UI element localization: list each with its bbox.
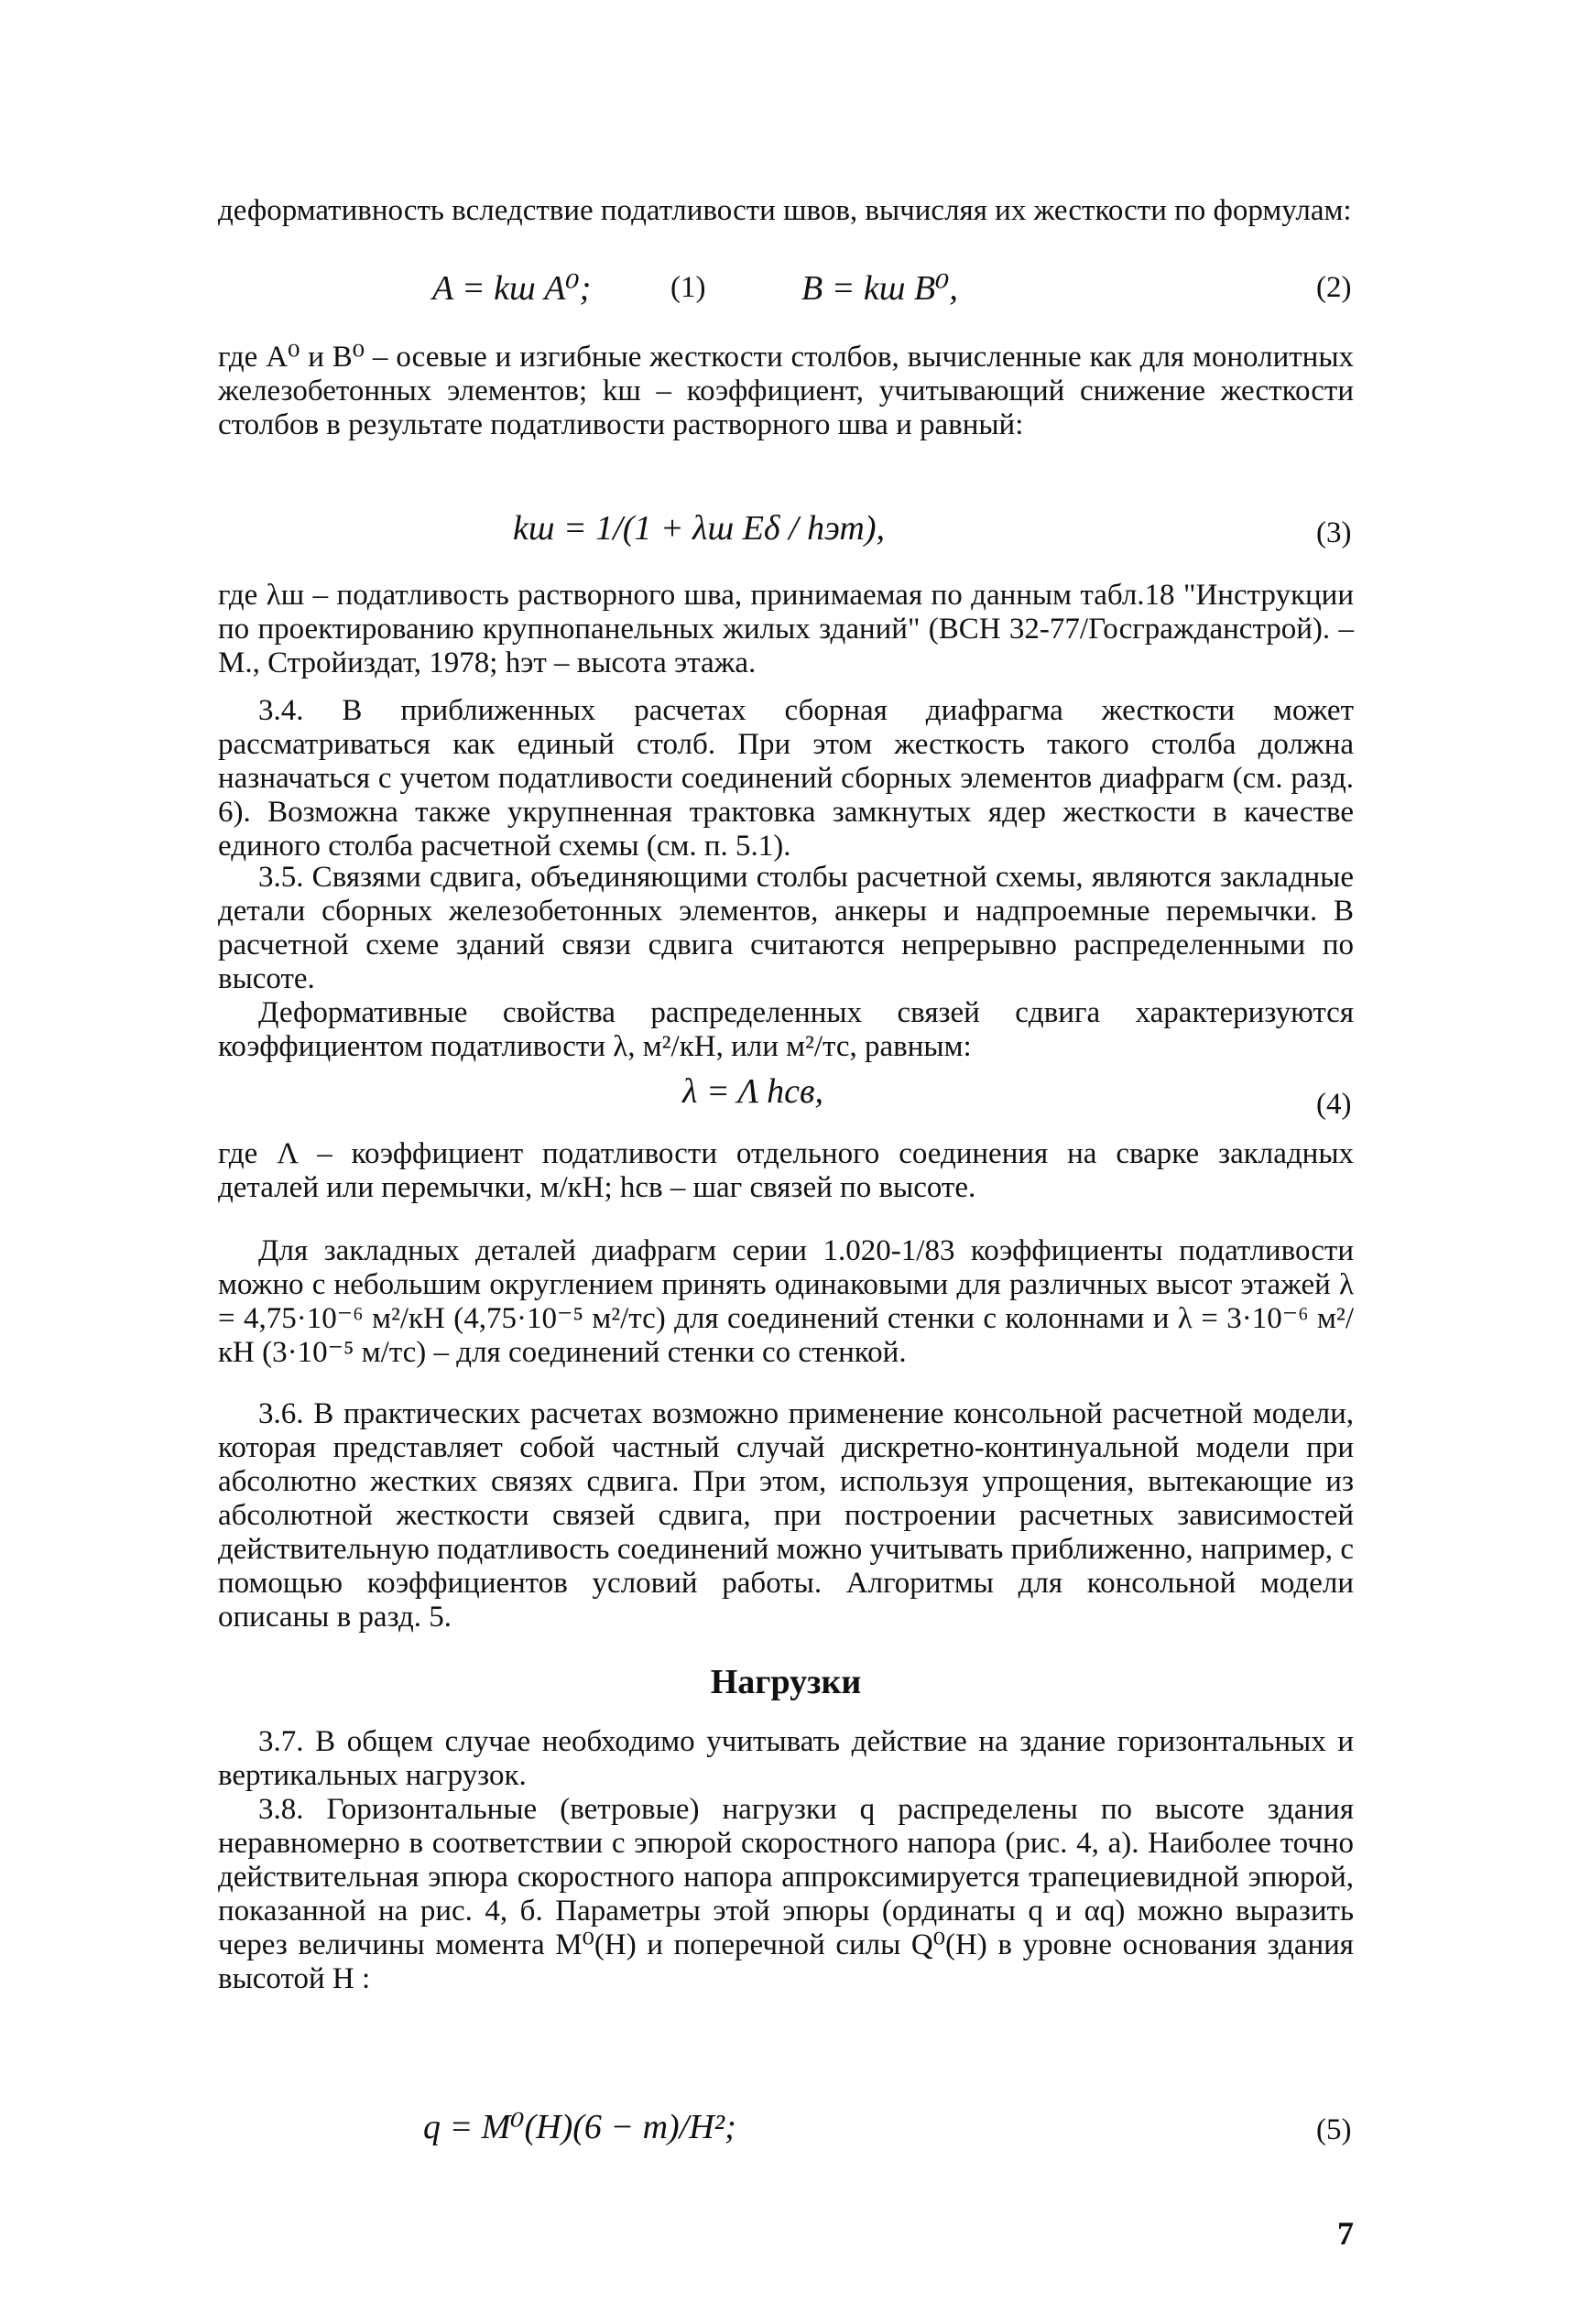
equation-number-4: (4) — [1316, 1088, 1352, 1121]
section-heading: Нагрузки — [710, 1663, 862, 1701]
section-3-6: 3.6. В практических расчетах возможно применение консольной расчетной модели, которая представляет собой частный случай дискретно-континуальной модели при абсолютно жестких связях сдвига. При этом, используя упрощения, вытекающие из абсолютной жесткости связей сдвига, при построении расчетных зависимостей действительную податливость соединений можно учитывать приближенно, например, с помощью коэффициентов условий работы. Алгоритмы для консольной модели описаны в разд. 5. — [218, 1397, 1354, 1634]
formula-2: B = kш B⁰, — [801, 269, 958, 308]
where-paragraph-3: где Λ – коэффициент податливости отдельного соединения на сварке закладных деталей или перемычки, м/кН; hсв – шаг связей по высоте. — [218, 1137, 1354, 1204]
intro-paragraph: деформативность вследствие податливости швов, вычисляя их жесткости по формулам: — [218, 194, 1352, 227]
section-3-5: 3.5. Связями сдвига, объединяющими столбы расчетной схемы, являются закладные детали сборных железобетонных элементов, анкеры и надпроемные перемычки. В расчетной схеме зданий связи сдвига считаются непрерывно распределенными по высоте. Деформативные свойства распределенных связей сдвига характеризуются коэффициентом податливости λ, м²/кН, или м²/тс, равным: — [218, 861, 1354, 1063]
page-number: 7 — [1337, 2215, 1354, 2252]
where-paragraph-2: где λш – податливость растворного шва, принимаемая по данным табл.18 "Инструкции по проектированию крупнопанельных жилых зданий" (ВСН 32-77/Госгражданстрой). – М., Стройиздат, 1978; hэт – высота этажа. — [218, 579, 1354, 679]
where-paragraph-1: где A⁰ и B⁰ – осевые и изгибные жесткости столбов, вычисленные как для монолитных железобетонных элементов; kш – коэффициент, учитывающий снижение жесткости столбов в результате податливости растворного шва и равный: — [218, 341, 1354, 441]
section-3-4: 3.4. В приближенных расчетах сборная диафрагма жесткости может рассматриваться как единый столб. При этом жесткость такого столба должна назначаться с учетом податливости соединений сборных элементов диафрагм (см. разд. 6). Возможна также укрупненная трактовка замкнутых ядер жесткости в качестве единого столба расчетной схемы (см. п. 5.1). — [218, 694, 1354, 863]
formula-3: kш = 1/(1 + λш Eδ / hэт), — [513, 509, 885, 548]
formula-1: A = kш A⁰; — [432, 269, 592, 308]
embedded-parts-paragraph: Для закладных деталей диафрагм серии 1.020-1/83 коэффициенты податливости можно с небольшим округлением принять одинаковыми для различных высот этажей λ = 4,75·10⁻⁶ м²/кН (4,75·10⁻⁵ м²/тс) для соединений стенки с колоннами и λ = 3·10⁻⁶ м²/кН (3·10⁻⁵ м/тс) – для соединений стенки со стенкой. — [218, 1234, 1354, 1369]
equation-number-3: (3) — [1316, 516, 1352, 549]
formula-4: λ = Λ hсв, — [682, 1072, 824, 1111]
equation-number-5: (5) — [1316, 2113, 1352, 2146]
equation-number-2: (2) — [1316, 271, 1352, 304]
equation-number-1: (1) — [670, 271, 706, 304]
formula-5: q = M⁰(H)(6 − m)/H²; — [423, 2108, 736, 2146]
section-3-7: 3.7. В общем случае необходимо учитывать действие на здание горизонтальных и вертикальных нагрузок. — [218, 1725, 1354, 1792]
section-3-8: 3.8. Горизонтальные (ветровые) нагрузки q распределены по высоте здания неравномерно в соответствии с эпюрой скоростного напора (рис. 4, а). Наиболее точно действительная эпюра скоростного напора аппроксимируется трапециевидной эпюрой, показанной на рис. 4, б. Параметры этой эпюры (ординаты q и αq) можно выразить через величины момента M⁰(H) и поперечной силы Q⁰(H) в уровне основания здания высотой H : — [218, 1793, 1354, 1995]
